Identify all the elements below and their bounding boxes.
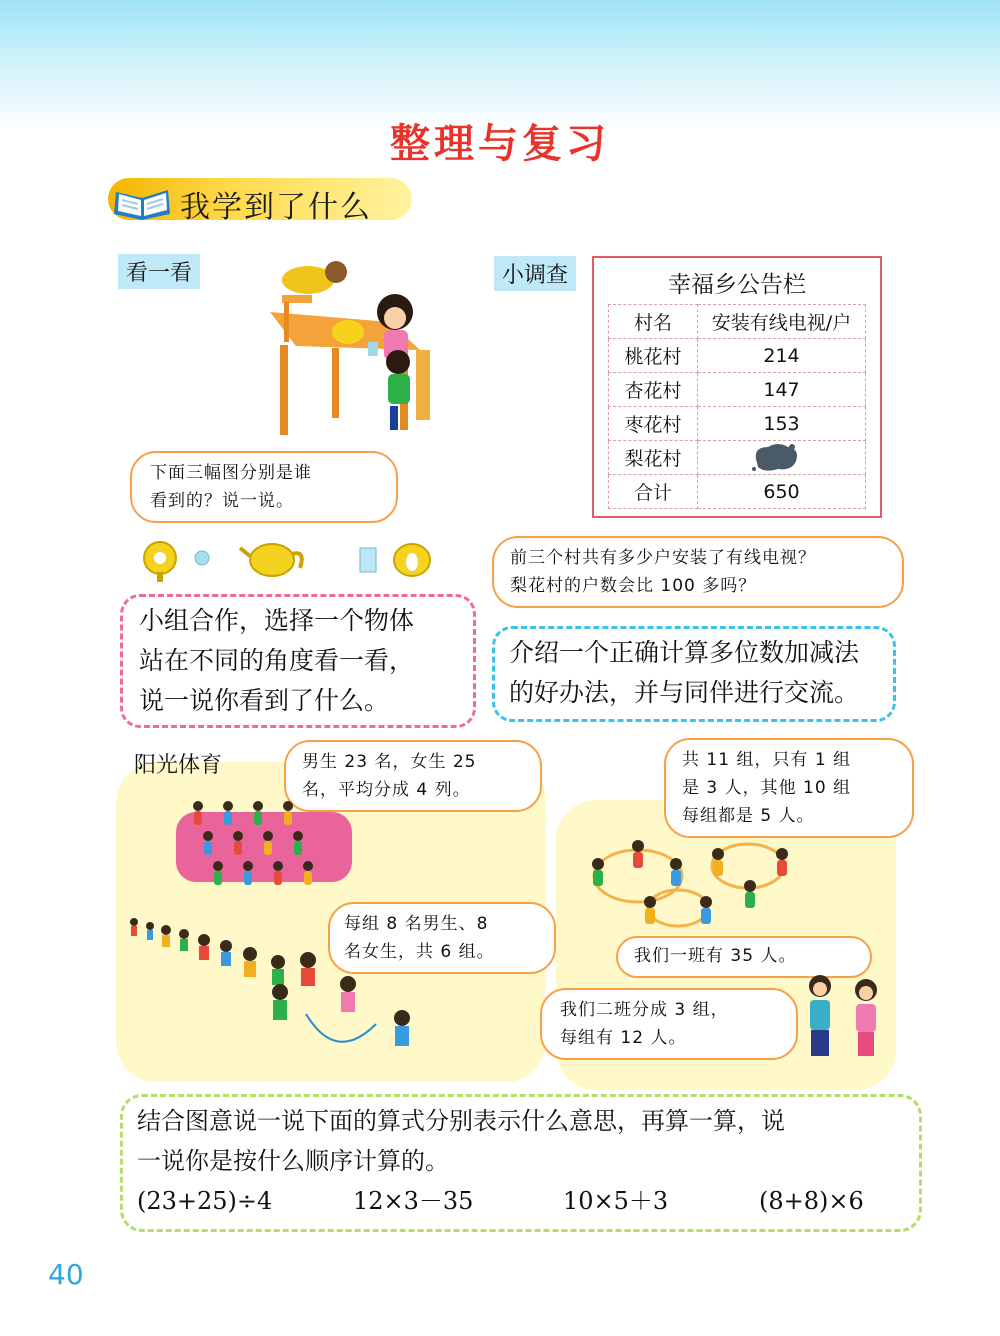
survey-task-line2: 的好办法，并与同伴进行交流。 xyxy=(509,678,860,707)
survey-task xyxy=(492,626,896,722)
formula-row xyxy=(137,1181,905,1221)
look-group-task xyxy=(120,594,476,728)
table-scene-illustration xyxy=(240,250,450,440)
tv-install-table xyxy=(608,304,866,509)
sports-bubble-b-line3: 每组都是 5 人。 xyxy=(682,806,815,826)
sports-bubble-c-line1: 每组 8 名男生、8 xyxy=(344,914,489,934)
survey-question-line2: 梨花村的户数会比 100 多吗？ xyxy=(510,576,757,596)
summary-line2: 一说你是按什么顺序计算的。 xyxy=(137,1147,449,1175)
sports-bubble-b-line1: 共 11 组，只有 1 组 xyxy=(682,750,852,770)
village-value: 153 xyxy=(698,407,866,441)
ink-blot-cell xyxy=(698,441,866,475)
village-name: 枣花村 xyxy=(609,407,698,441)
sports-bubble-c-line2: 名女生，共 6 组。 xyxy=(344,942,495,962)
sports-label: 阳光体育 xyxy=(134,753,223,778)
ink-blot-icon xyxy=(748,441,802,473)
header-tv: 安装有线电视/户 xyxy=(698,305,866,339)
sports-bubble-b-line2: 是 3 人，其他 10 组 xyxy=(682,778,852,798)
formula-3: 10×5＋3 xyxy=(563,1187,669,1215)
look-task-line1: 小组合作，选择一个物体 xyxy=(139,606,415,635)
page-title: 整理与复习 xyxy=(390,121,610,167)
sports-bubble-e-line2: 每组有 12 人。 xyxy=(560,1028,687,1048)
look-bubble-line2: 看到的？说一说。 xyxy=(150,491,294,511)
sports-bubble-b xyxy=(664,738,914,838)
sports-bubble-c xyxy=(328,902,556,974)
village-name: 合计 xyxy=(609,475,698,509)
formula-2: 12×3－35 xyxy=(353,1187,474,1215)
village-name: 梨花村 xyxy=(609,441,698,475)
three-view-pictures xyxy=(140,536,440,586)
village-name: 杏花村 xyxy=(609,373,698,407)
table-row xyxy=(609,475,866,509)
students-in-columns xyxy=(186,796,346,892)
look-bubble-line1: 下面三幅图分别是谁 xyxy=(150,463,312,483)
table-row xyxy=(609,407,866,441)
village-value: 214 xyxy=(698,339,866,373)
formula-4: (8+8)×6 xyxy=(759,1187,864,1215)
section-heading: 我学到了什么 xyxy=(180,190,372,225)
sports-bubble-d: 我们一班有 35 人。 xyxy=(616,936,872,978)
sports-bubble-a-line1: 男生 23 名，女生 25 xyxy=(302,752,477,772)
table-row xyxy=(609,339,866,373)
survey-label: 小调查 xyxy=(494,256,576,291)
notice-board-title: 幸福乡公告栏 xyxy=(668,272,806,298)
header-village: 村名 xyxy=(609,305,698,339)
formula-1: (23+25)÷4 xyxy=(137,1187,273,1215)
village-value: 650 xyxy=(698,475,866,509)
teacher-figures xyxy=(796,972,896,1062)
notice-board xyxy=(592,256,882,518)
survey-task-line1: 介绍一个正确计算多位数加减法 xyxy=(509,638,860,667)
survey-question-line1: 前三个村共有多少户安装了有线电视？ xyxy=(510,548,816,568)
summary-box xyxy=(120,1094,922,1232)
look-task-line2: 站在不同的角度看一看， xyxy=(139,646,415,675)
summary-line1: 结合图意说一说下面的算式分别表示什么意思，再算一算，说 xyxy=(137,1107,785,1135)
village-value: 147 xyxy=(698,373,866,407)
sports-bubble-a-line2: 名，平均分成 4 列。 xyxy=(302,780,471,800)
open-book-icon xyxy=(110,178,176,222)
children-circles xyxy=(578,826,818,936)
village-name: 桃花村 xyxy=(609,339,698,373)
table-row xyxy=(609,373,866,407)
look-label: 看一看 xyxy=(118,254,200,289)
table-header-row xyxy=(609,305,866,339)
table-row xyxy=(609,441,866,475)
look-speech-bubble xyxy=(130,451,398,523)
page-number: 40 xyxy=(48,1258,84,1291)
survey-speech-bubble xyxy=(492,536,904,608)
sports-bubble-e-line1: 我们二班分成 3 组， xyxy=(560,1000,729,1020)
sports-bubble-e xyxy=(540,988,798,1060)
top-gradient-band xyxy=(0,0,1000,130)
look-task-line3: 说一说你看到了什么。 xyxy=(139,686,390,715)
